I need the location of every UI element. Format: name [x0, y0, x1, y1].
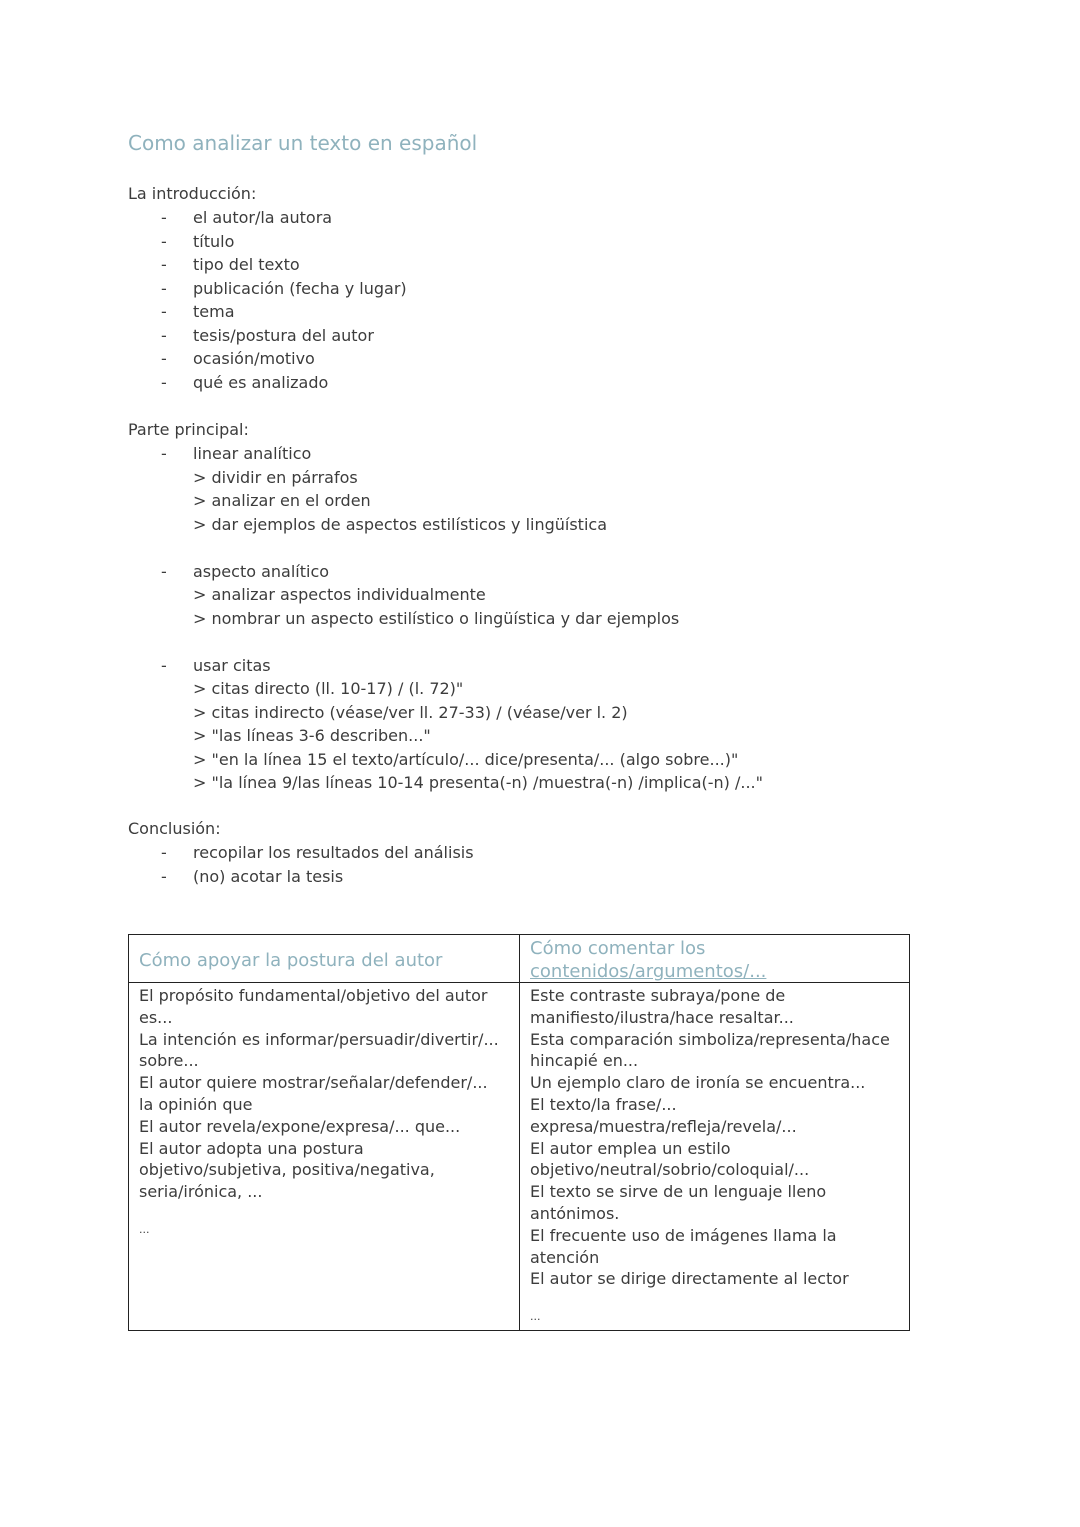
intro-section [128, 182, 928, 394]
table-column-right [520, 935, 909, 1330]
list-item: - usar citas [161, 655, 271, 675]
list-item: - recopilar los resultados del análisis [161, 843, 474, 862]
table-line: es... [139, 1007, 173, 1027]
list-item: - tesis/postura del autor [161, 325, 374, 345]
table-line: hincapié en... [530, 1051, 639, 1071]
list-item: - ocasión/motivo [161, 349, 315, 368]
group-aspecto [128, 560, 928, 631]
conclusion-section [128, 817, 928, 888]
table-line: objetivo/subjetiva, positiva/negativa, [139, 1160, 435, 1180]
main-section [128, 418, 928, 795]
main-label: Parte principal: [128, 420, 249, 439]
table-cell-right [520, 985, 909, 1328]
table-line: El autor revela/expone/expresa/... que... [139, 1116, 461, 1136]
document-page [128, 128, 928, 1324]
sub-item: > "en la línea 15 el texto/artículo/... dice/presenta/... (algo sobre...)" [193, 749, 739, 769]
table-header-right: Cómo comentar los contenidos/argumentos/... [520, 935, 909, 983]
table-line: El propósito fundamental/objetivo del autor [139, 986, 488, 1005]
sub-item: > nombrar un aspecto estilístico o lingüística y dar ejemplos [193, 608, 680, 628]
list-item: - qué es analizado [161, 372, 329, 392]
table-line: El autor quiere mostrar/señalar/defender/... [139, 1073, 488, 1093]
table-ellipsis: ... [139, 1222, 150, 1236]
table-line: La intención es informar/persuadir/divertir/... [139, 1029, 499, 1049]
table-line: El texto se sirve de un lenguaje lleno [530, 1182, 827, 1202]
sub-item: > "la línea 9/las líneas 10-14 presenta(-n) /muestra(-n) /implica(-n) /..." [193, 773, 763, 792]
list-item: - (no) acotar la tesis [161, 866, 344, 886]
intro-label: La introducción: [128, 184, 257, 203]
conclusion-list [128, 841, 928, 888]
table-line: atención [530, 1247, 600, 1267]
phrases-table [128, 934, 910, 1331]
sub-item: > citas indirecto (véase/ver ll. 27-33) / (véase/ver l. 2) [193, 702, 628, 722]
sub-item: > analizar en el orden [193, 491, 371, 510]
list-item: - tema [161, 302, 235, 321]
table-line: sobre... [139, 1051, 199, 1071]
sub-item: > analizar aspectos individualmente [193, 585, 486, 604]
group-citas [128, 654, 928, 795]
table-line: El autor se dirige directamente al lector [530, 1269, 849, 1289]
group-linear [128, 442, 928, 536]
table-header-left: Cómo apoyar la postura del autor [129, 935, 519, 983]
list-item: - publicación (fecha y lugar) [161, 278, 407, 298]
sub-item: > dar ejemplos de aspectos estilísticos y lingüística [193, 514, 607, 534]
list-item: - tipo del texto [161, 255, 300, 274]
table-line: expresa/muestra/refleja/revela/... [530, 1116, 797, 1136]
sub-item: > dividir en párrafos [193, 467, 358, 487]
table-line: El texto/la frase/... [530, 1094, 677, 1114]
table-cell-left [129, 985, 519, 1241]
list-item: - el autor/la autora [161, 208, 333, 227]
table-line: Un ejemplo claro de ironía se encuentra... [530, 1073, 866, 1093]
table-line: Este contraste subraya/pone de [530, 986, 786, 1005]
table-line: la opinión que [139, 1094, 253, 1114]
conclusion-label: Conclusión: [128, 819, 221, 838]
table-column-left [129, 935, 520, 1330]
list-item: - aspecto analítico [161, 561, 330, 581]
table-line: antónimos. [530, 1203, 620, 1223]
table-line: El autor adopta una postura [139, 1138, 364, 1158]
table-line: objetivo/neutral/sobrio/coloquial/... [530, 1160, 810, 1180]
table-line: El frecuente uso de imágenes llama la [530, 1225, 837, 1245]
list-item: - título [161, 231, 235, 251]
table-line: Esta comparación simboliza/representa/hace [530, 1029, 890, 1049]
intro-list [128, 206, 928, 394]
table-ellipsis: ... [530, 1310, 541, 1324]
list-item: - linear analítico [161, 444, 312, 463]
sub-item: > citas directo (ll. 10-17) / (l. 72)" [193, 679, 464, 698]
page-title: Como analizar un texto en español [128, 131, 478, 155]
table-line: El autor emplea un estilo [530, 1138, 731, 1158]
table-line: manifiesto/ilustra/hace resaltar... [530, 1007, 794, 1027]
sub-item: > "las líneas 3-6 describen..." [193, 726, 431, 745]
table-line: seria/irónica, ... [139, 1182, 263, 1202]
